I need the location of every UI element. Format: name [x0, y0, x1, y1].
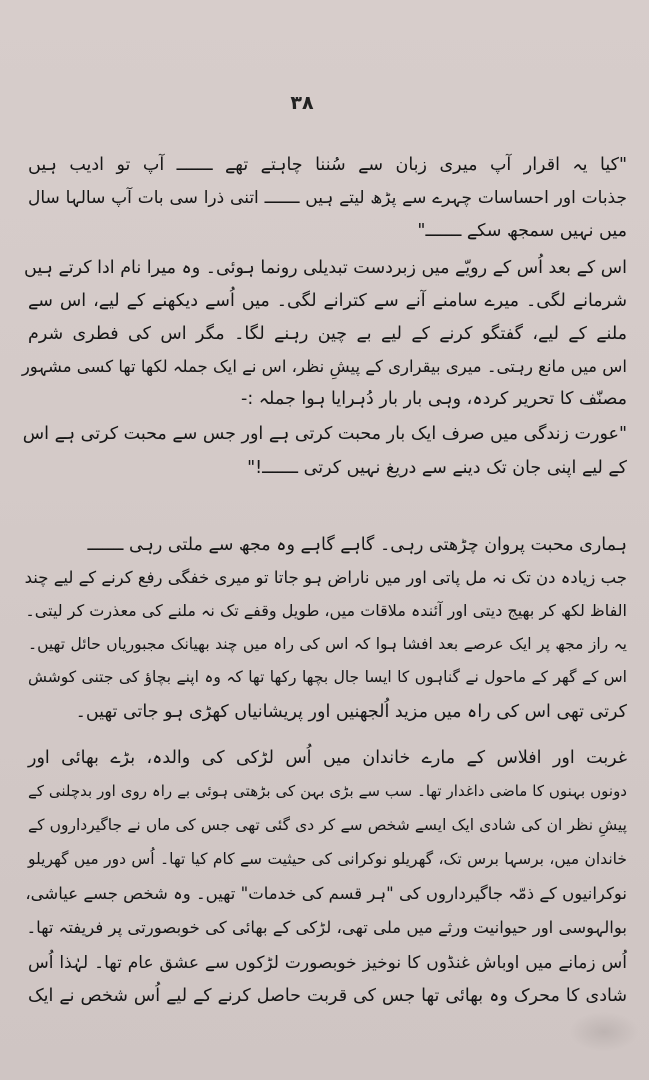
text-line: نوکرانیوں کے ذمّہ جاگیرداروں کی "ہر قسم کی خدمات" تھیں۔ وہ شخص جسے عیاشی،: [25, 884, 627, 903]
text-line: "کیا یہ اقرار آپ میری زبان سے سُننا چاہتے تھے ـــــــ آپ تو ادیب ہیں: [28, 155, 627, 175]
text-line: غربت اور افلاس کے مارے خاندان میں اُس لڑکی کی والدہ، بڑے بھائی اور: [28, 748, 627, 768]
text-line: کے لیے اپنی جان تک دینے سے دریغ نہیں کرتی ـــــــ!": [247, 458, 627, 478]
text-line: خاندان میں، برسہا برس تک، گھریلو نوکرانی کی حیثیت سے کام کیا تھا۔ اُس دور میں گھریلو: [28, 850, 627, 868]
text-line: یہ راز مجھ پر ایک عرصے بعد افشا ہوا کہ اس کی راہ میں چند بھیانک مجبوریاں حائل تھیں۔: [28, 635, 627, 653]
text-line: دونوں بہنوں کا ماضی داغدار تھا۔ سب سے بڑی بہن کی بڑھتی ہوئی بے راہ روی اور بدچلنی کے: [28, 782, 627, 800]
text-line: الفاظ لکھ کر بھیج دیتی اور آئندہ ملاقات میں، طویل وقفے تک نہ ملنے کی معذرت کر لیتی۔: [25, 601, 627, 620]
text-line: میں نہیں سمجھ سکے ـــــــ": [417, 221, 627, 241]
text-line: "عورت زندگی میں صرف ایک بار محبت کرتی ہے اور جس سے محبت کرتی ہے اس: [22, 424, 627, 444]
text-line: اس کے بعد اُس کے رویّے میں زبردست تبدیلی رونما ہوئی۔ وہ میرا نام ادا کرتے ہیں: [24, 258, 627, 278]
text-line: اُس زمانے میں اوباش غنڈوں کا نوخیز خوبصورت لڑکوں سے عشق عام تھا۔ لہٰذا اُس: [28, 953, 627, 973]
text-line: جب زیادہ دن تک نہ مل پاتی اور میں ناراض ہو جاتا تو میری خفگی رفع کرنے کے لیے چند: [24, 568, 627, 587]
text-line: جذبات اور احساسات چہرے سے پڑھ لیتے ہیں ـــــــ اتنی ذرا سی بات آپ سالہا سال: [28, 188, 627, 208]
page-number: ۳۸: [290, 92, 314, 114]
text-line: مصنّف کا تحریر کردہ، وہی بار بار دُہرایا ہوا جملہ :-: [241, 389, 627, 409]
text-line: ملنے کے لیے، گفتگو کرنے کے لیے بے چین رہنے لگا۔ مگر اس کی فطری شرم: [28, 324, 628, 344]
text-line: اس میں مانع رہتی۔ میری بیقراری کے پیشِ نظر، اس نے ایک جملہ لکھا تھا کسی مشہور: [21, 357, 627, 376]
text-line: شرمانے لگی۔ میرے سامنے آنے سے کترانے لگی۔ میں اُسے دیکھنے کے لیے، اس سے: [28, 291, 627, 311]
text-line: اس کے گھر کے ماحول نے گناہوں کا ایسا جال بچھا رکھا تھا کہ وہ اپنے بچاؤ کی جتنی کوشش: [28, 668, 627, 686]
text-line: کرتی تھی اس کی راہ میں مزید اُلجھنیں اور پریشانیاں کھڑی ہو جاتی تھیں۔: [75, 702, 627, 722]
text-line: شادی کا محرک وہ بھائی تھا جس کی قربت حاصل کرنے کے لیے اُس شخص نے ایک: [28, 986, 627, 1006]
text-line: ہماری محبت پروان چڑھتی رہی۔ گاہے گاہے وہ مجھ سے ملتی رہی ـــــــ: [87, 535, 627, 555]
text-line: پیشِ نظر ان کی شادی ایک ایسے شخص سے کر دی گئی تھی جس کی ماں نے جاگیرداروں کے: [28, 816, 627, 834]
text-line: بوالہوسی اور حیوانیت ورثے میں ملی تھی، لڑکی کے بھائی کی خوبصورتی پر فریفتہ تھا۔: [26, 918, 627, 937]
paper-smudge: [569, 1012, 639, 1052]
